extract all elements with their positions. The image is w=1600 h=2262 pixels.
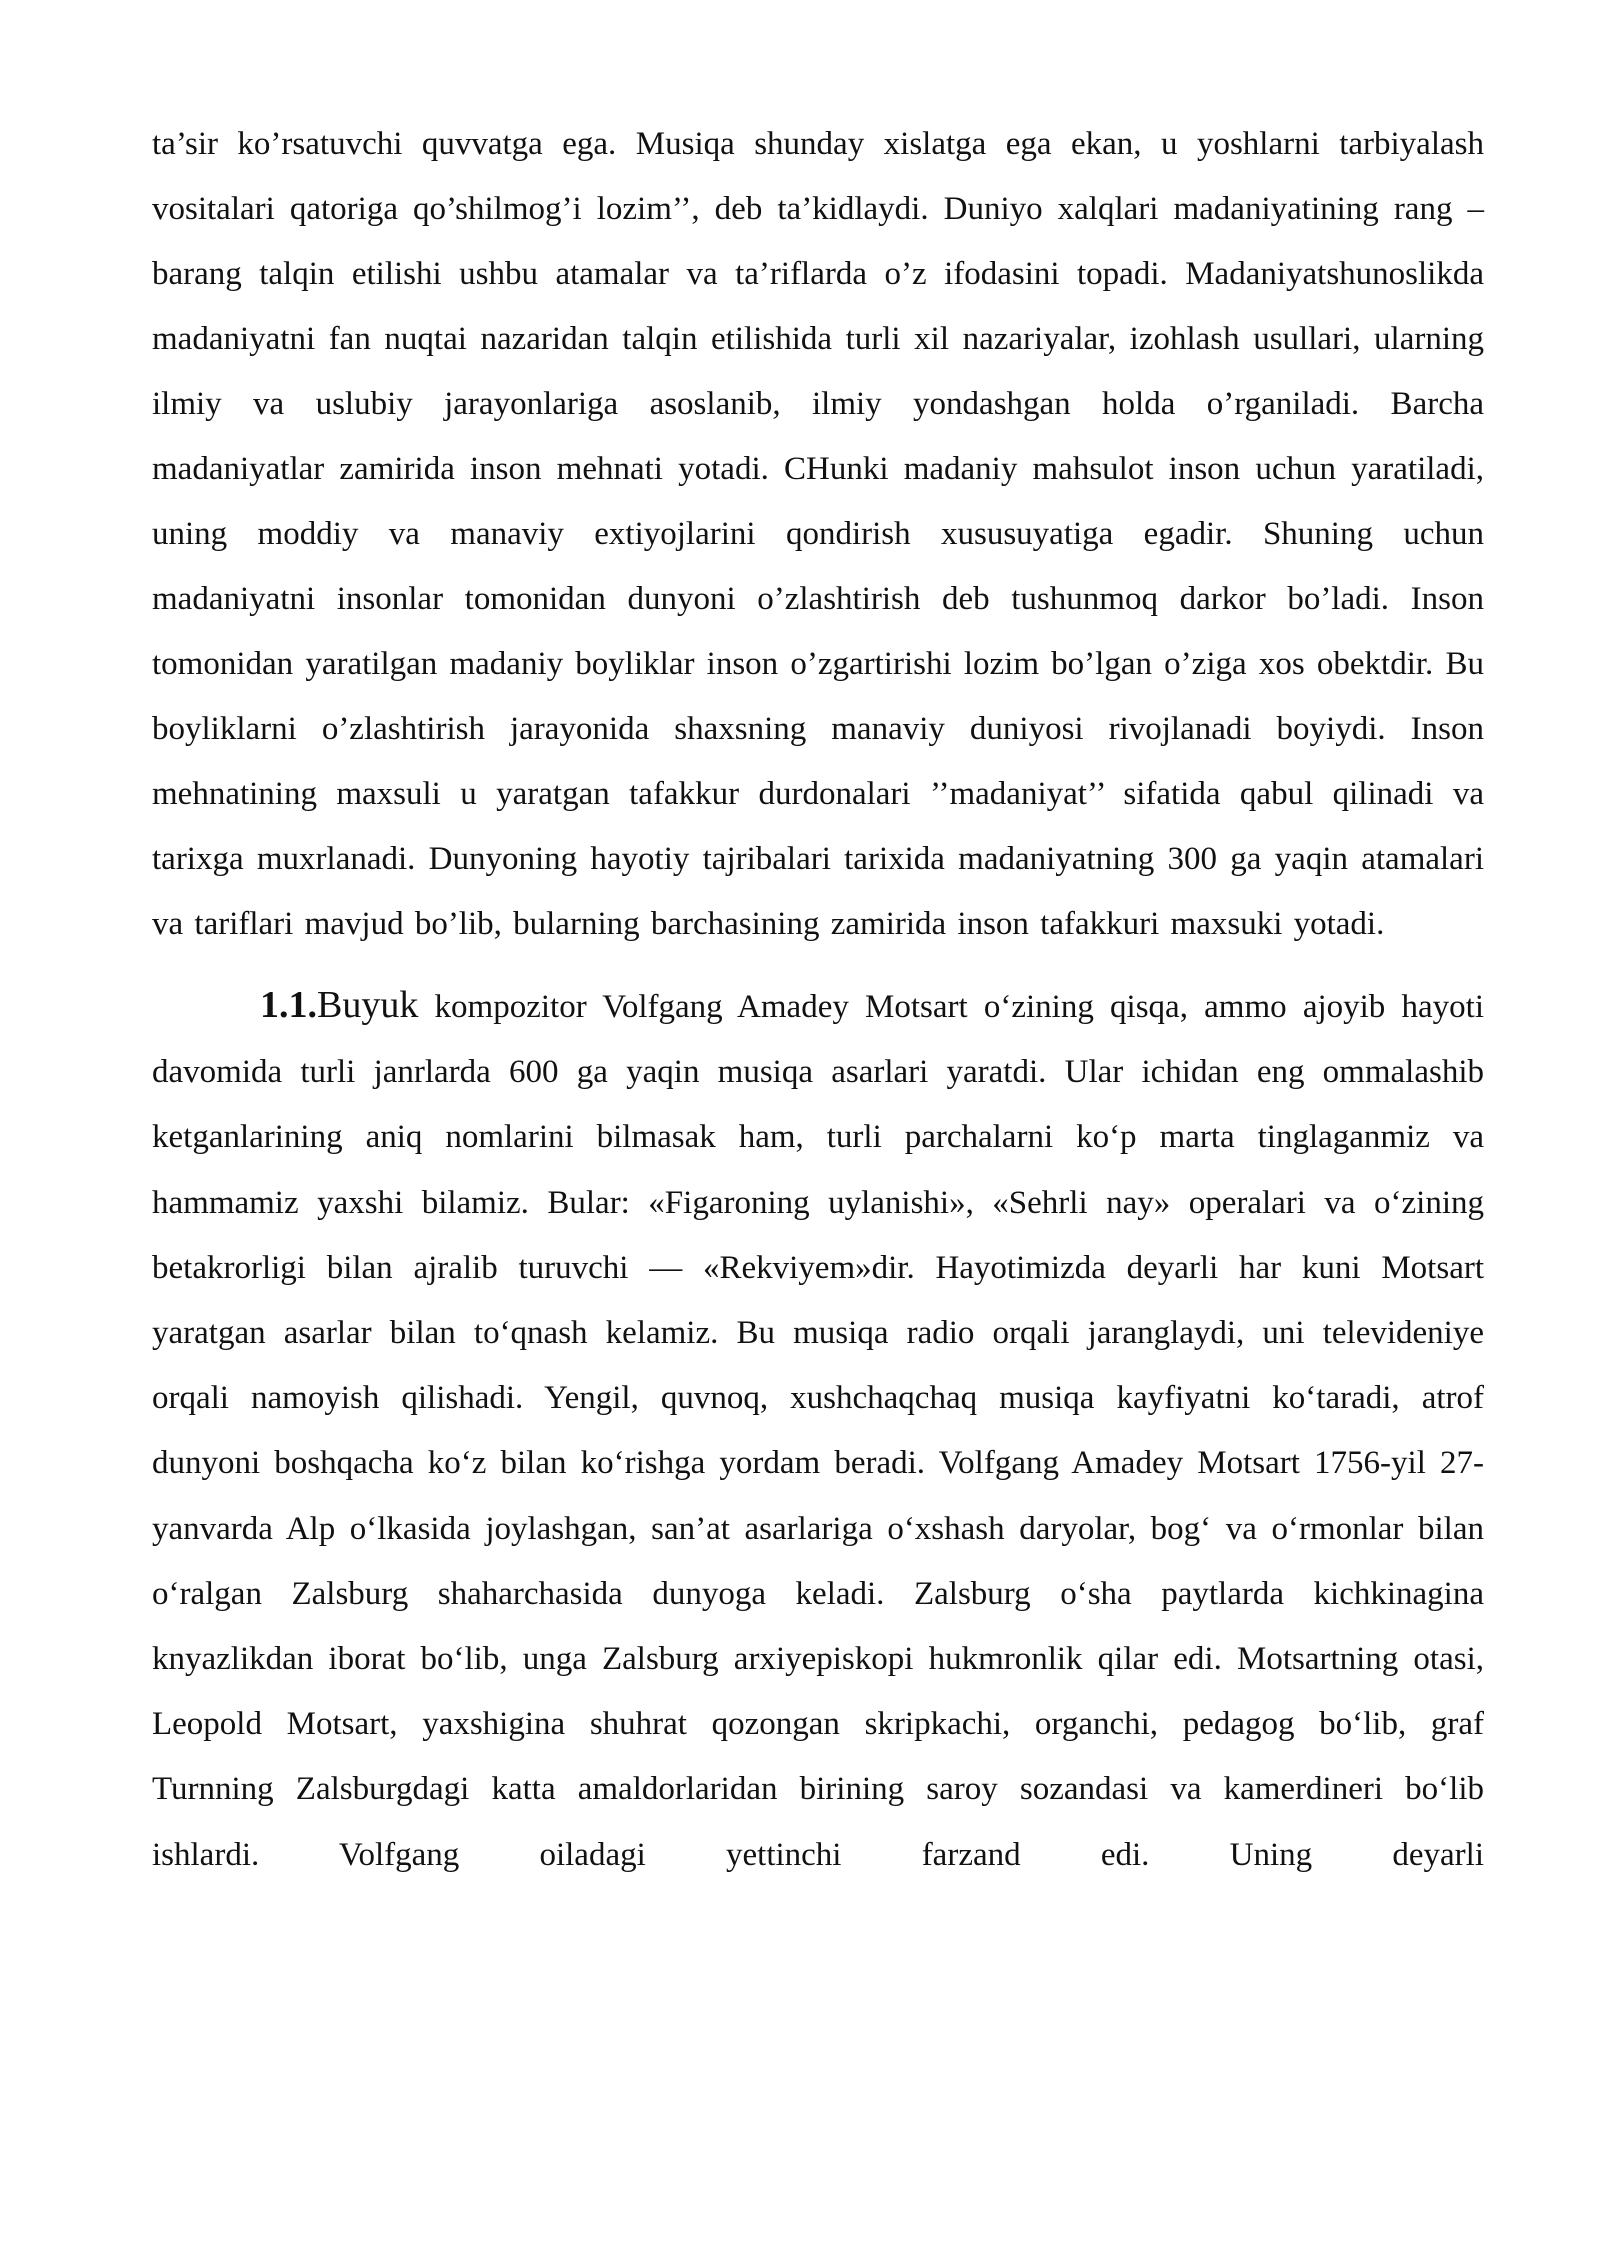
document-page [152, 112, 1484, 1888]
section-number: 1.1. [260, 984, 317, 1026]
section-first-word: Buyuk [317, 984, 419, 1026]
body-paragraph-2 [152, 973, 1484, 1888]
body-paragraph-1: ta’sir ko’rsatuvchi quvvatga ega. Musiqa shunday xislatga ega ekan, u yoshlarni tarbiyalash vositalari qatoriga qo’shilmog’i lozim’’, deb ta’kidlaydi. Duniyo xalqlari madaniyatining rang – barang talqin etilishi ushbu atamalar va ta’riflarda o’z ifodasini topadi. Madaniyatshunoslikda madaniyatni fan nuqtai nazaridan talqin etilishida turli xil nazariyalar, izohlash usullari, ularning ilmiy va uslubiy jarayonlariga asoslanib, ilmiy yondashgan holda o’rganiladi. Barcha madaniyatlar zamirida inson mehnati yotadi. CHunki madaniy mahsulot inson uchun yaratiladi, uning moddiy va manaviy extiyojlarini qondirish xususuyatiga egadir. Shuning uchun madaniyatni insonlar tomonidan dunyoni o’zlashtirish deb tushunmoq darkor bo’ladi. Inson tomonidan yaratilgan madaniy boyliklar inson o’zgartirishi lozim bo’lgan o’ziga xos obektdir. Bu boyliklarni o’zlashtirish jarayonida shaxsning manaviy duniyosi rivojlanadi boyiydi. Inson mehnatining maxsuli u yaratgan tafakkur durdonalari ’’madaniyat’’ sifatida qabul qilinadi va tarixga muxrlanadi. Dunyoning hayotiy tajribalari tarixida madaniyatning 300 ga yaqin atamalari va tariflari mavjud bo’lib, bularning barchasining zamirida inson tafakkuri maxsuki yotadi. [152, 126, 1484, 942]
body-paragraph-2-text: kompozitor Volfgang Amadey Motsart o‘zining qisqa, ammo ajoyib hayoti davomida turli janrlarda 600 ga yaqin musiqa asarlari yaratdi. Ular ichidan eng ommalashib ketganlarining aniq nomlarini bilmasak ham, turli parchalarni ko‘p marta tinglaganmiz va hammamiz yaxshi bilamiz. Bular: «Figaroning uylanishi», «Sehrli nay» operalari va o‘zining betakrorligi bilan ajralib turuvchi — «Rekviyem»dir. Hayotimizda deyarli har kuni Motsart yaratgan asarlar bilan to‘qnash kelamiz. Bu musiqa radio orqali jaranglaydi, uni televideniye orqali namoyish qilishadi. Yengil, quvnoq, xushchaqchaq musiqa kayfiyatni ko‘taradi, atrof dunyoni boshqacha ko‘z bilan ko‘rishga yordam beradi. Volfgang Amadey Motsart 1756-yil 27-yanvarda Alp o‘lkasida joylashgan, san’at asarlariga o‘xshash daryolar, bog‘ va o‘rmonlar bilan o‘ralgan Zalsburg shaharchasida dunyoga keladi. Zalsburg o‘sha paytlarda kichkinagina knyazlikdan iborat bo‘lib, unga Zalsburg arxiyepiskopi hukmronlik qilar edi. Motsartning otasi, Leopold Motsart, yaxshigina shuhrat qozongan skripkachi, organchi, pedagog bo‘lib, graf Turnning Zalsburgdagi katta amaldorlaridan birining saroy sozandasi va kamerdineri bo‘lib ishlardi. Volfgang oiladagi yettinchi farzand edi. Uning deyarli [152, 989, 1484, 1873]
